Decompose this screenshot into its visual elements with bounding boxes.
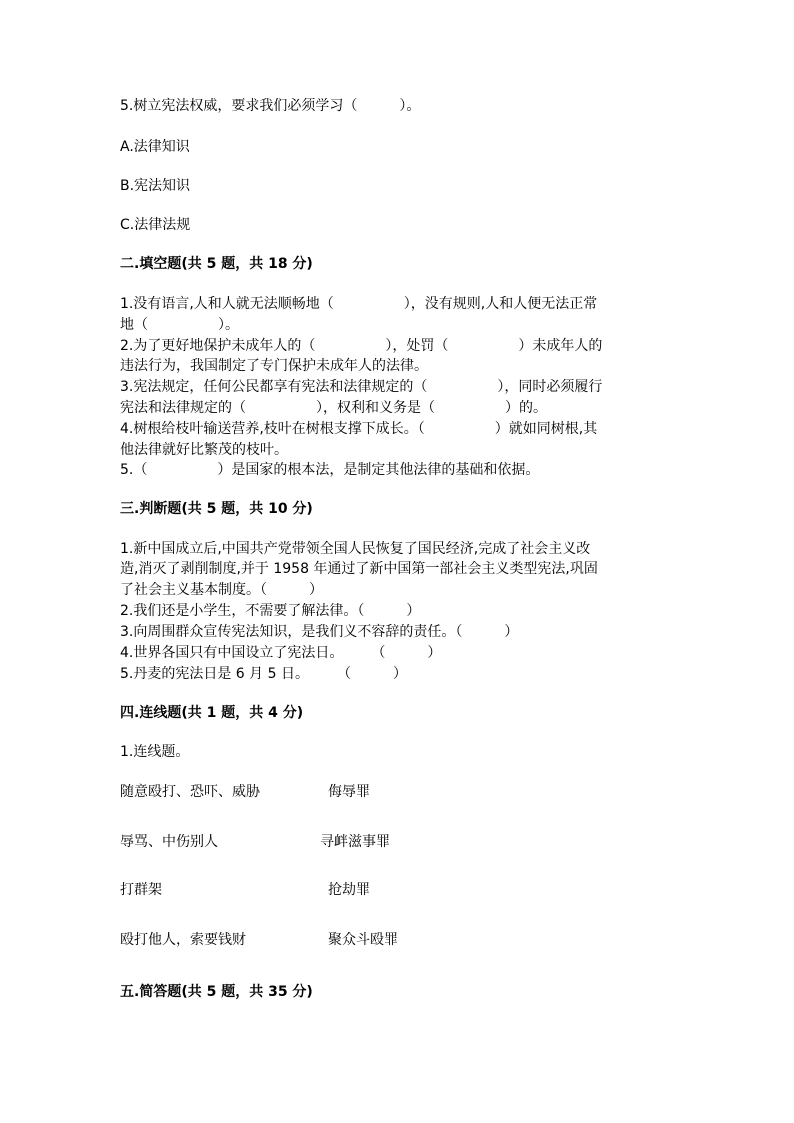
judge-line: 5.丹麦的宪法日是 6 月 5 日。 （ ）	[120, 666, 407, 682]
section-fill-header: 二.填空题(共 5 题，共 18 分)	[120, 256, 313, 272]
judge-line: 2.我们还是小学生，不需要了解法律。（ ）	[120, 603, 421, 619]
fill-line: 5.（ ）是国家的根本法，是制定其他法律的基础和依据。	[120, 462, 540, 478]
fill-line: 他法律就好比繁茂的枝叶。	[120, 442, 288, 458]
judge-line: 造,消灭了剥削制度,并于 1958 年通过了新中国第一部社会主义类型宪法,巩固	[120, 561, 598, 577]
fill-line: 2.为了更好地保护未成年人的（ ），处罚（ ）未成年人的	[120, 338, 603, 354]
match-left-item: 殴打他人，索要钱财	[120, 932, 246, 948]
fill-line: 宪法和法律规定的（ ），权利和义务是（ ）的。	[120, 400, 547, 416]
match-left-item: 辱骂、中伤别人	[120, 834, 218, 850]
fill-line: 1.没有语言,人和人就无法顺畅地（ ），没有规则,人和人便无法正常	[120, 296, 598, 312]
fill-line: 4.树根给枝叶输送营养,枝叶在树根支撑下成长。（ ）就如同树根,其	[120, 421, 598, 437]
match-prompt: 1.连线题。	[120, 744, 190, 760]
match-right-item: 抢劫罪	[328, 882, 370, 898]
fill-line: 地（ ）。	[120, 317, 239, 333]
judge-line: 3.向周围群众宣传宪法知识，是我们义不容辞的责任。（ ）	[120, 624, 519, 640]
mc-option-c: C.法律法规	[120, 217, 191, 233]
match-left-item: 随意殴打、恐吓、威胁	[120, 784, 260, 800]
section-judge-header: 三.判断题(共 5 题，共 10 分)	[120, 501, 313, 517]
fill-line: 3.宪法规定，任何公民都享有宪法和法律规定的（ ），同时必须履行	[120, 379, 603, 395]
mc-option-a: A.法律知识	[120, 139, 190, 155]
section-short-header: 五.简答题(共 5 题，共 35 分)	[120, 984, 313, 1000]
mc-question-5: 5.树立宪法权威，要求我们必须学习（ ）。	[120, 98, 421, 114]
judge-line: 4.世界各国只有中国设立了宪法日。 （ ）	[120, 645, 442, 661]
fill-line: 违法行为，我国制定了专门保护未成年人的法律。	[120, 358, 428, 374]
judge-line: 1.新中国成立后,中国共产党带领全国人民恢复了国民经济,完成了社会主义改	[120, 541, 591, 557]
section-match-header: 四.连线题(共 1 题，共 4 分)	[120, 705, 304, 721]
mc-option-b: B.宪法知识	[120, 178, 191, 194]
match-right-item: 寻衅滋事罪	[320, 834, 390, 850]
match-right-item: 聚众斗殴罪	[328, 932, 398, 948]
judge-line: 了社会主义基本制度。（ ）	[120, 582, 323, 598]
match-left-item: 打群架	[120, 882, 162, 898]
match-right-item: 侮辱罪	[328, 784, 370, 800]
